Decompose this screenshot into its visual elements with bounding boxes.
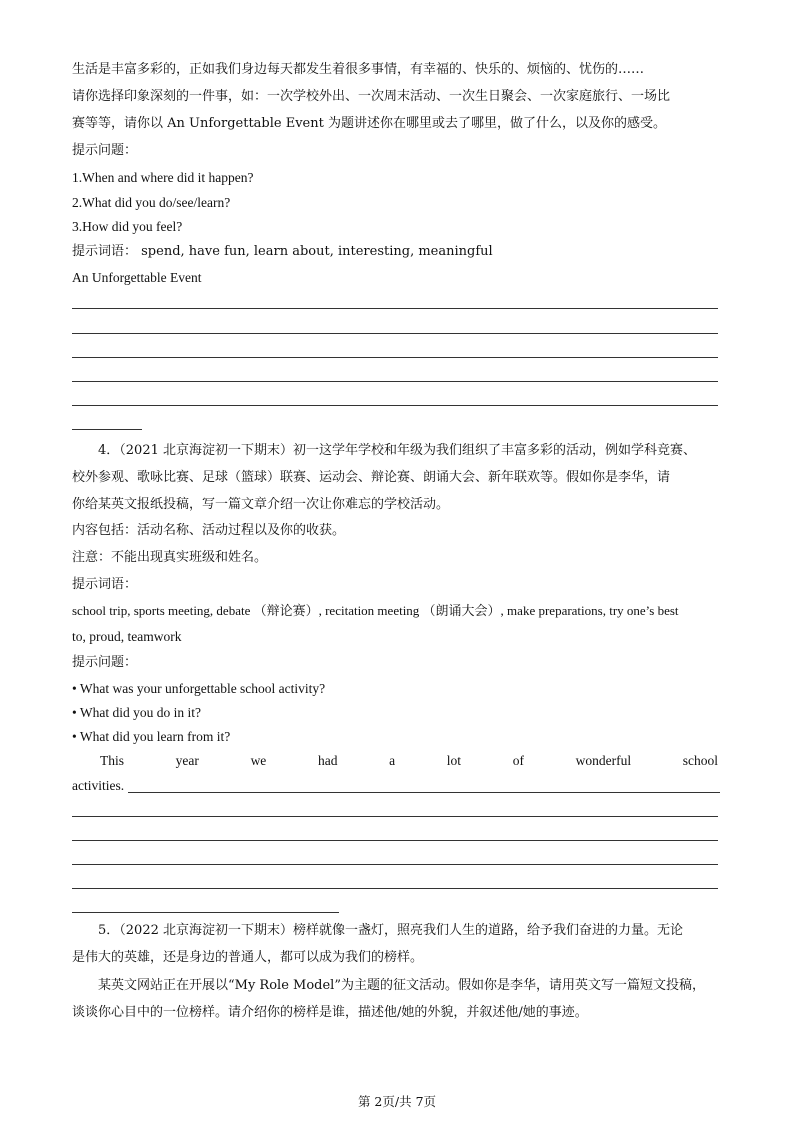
- s5-line-2: 是伟大的英雄，还是身边的普通人，都可以成为我们的榜样。: [72, 950, 424, 965]
- s3-questions-label: 提示问题：: [72, 143, 138, 158]
- start-word: This: [100, 753, 125, 768]
- answer-line: [72, 405, 718, 406]
- answer-line: [128, 792, 720, 793]
- start-word: year: [175, 753, 199, 768]
- answer-line: [72, 357, 718, 358]
- start-word: had: [317, 753, 338, 768]
- start-word: we: [250, 753, 267, 768]
- s4-question-2: • What did you do in it?: [72, 705, 201, 720]
- s4-line-1: 4．（2021 北京海淀初一下期末）初一这学年学校和年级为我们组织了丰富多彩的活动，例如学科竞赛、: [98, 443, 696, 458]
- start-word: wonderful: [575, 753, 632, 768]
- s5-line-4: 谈谈你心目中的一位榜样。请介绍你的榜样是谁，描述他/她的外貌，并叙述他/她的事迹。: [72, 1005, 588, 1020]
- answer-line: [72, 816, 718, 817]
- page-number: 第 2页/共 7页: [357, 1094, 437, 1109]
- s4-keywords-line-1: school trip, sports meeting, debate （辩论赛）, recitation meeting （朗诵大会）, make preparations, try one’s best: [72, 603, 679, 618]
- start-word: a: [389, 753, 396, 768]
- answer-line: [72, 308, 718, 309]
- s3-question-1: 1.When and where did it happen?: [72, 170, 254, 185]
- answer-line: [72, 333, 718, 334]
- s4-content-requirements: 内容包括：活动名称、活动过程以及你的收获。: [72, 523, 346, 538]
- s4-questions-label: 提示问题：: [72, 655, 138, 670]
- start-word: school: [682, 753, 718, 768]
- start-word: lot: [446, 753, 462, 768]
- s4-start-line-2: activities.: [72, 778, 125, 793]
- s3-intro-line-1: 生活是丰富多彩的，正如我们身边每天都发生着很多事情，有幸福的、快乐的、烦恼的、忧伤的……: [72, 62, 645, 77]
- s4-keywords-line-2: to, proud, teamwork: [72, 629, 182, 644]
- answer-line-short: [72, 912, 339, 913]
- answer-line-short: [72, 429, 142, 430]
- s3-essay-title: An Unforgettable Event: [72, 270, 202, 285]
- answer-line: [72, 381, 718, 382]
- s4-line-2: 校外参观、歌咏比赛、足球（篮球）联赛、运动会、辩论赛、朗诵大会、新年联欢等。假如你是李华，请: [72, 470, 671, 485]
- s5-line-3: 某英文网站正在开展以“My Role Model”为主题的征文活动。假如你是李华，请用英文写一篇短文投稿，: [98, 978, 705, 993]
- s3-question-3: 3.How did you feel?: [72, 219, 183, 234]
- s4-question-1: • What was your unforgettable school activity?: [72, 681, 326, 696]
- s5-line-1: 5．（2022 北京海淀初一下期末）榜样就像一盏灯，照亮我们人生的道路，给予我们奋进的力量。无论: [98, 923, 683, 938]
- start-word: of: [512, 753, 524, 768]
- s3-keywords: 提示词语： spend, have fun, learn about, interesting, meaningful: [72, 244, 493, 259]
- answer-line: [72, 840, 718, 841]
- s4-note: 注意：不能出现真实班级和姓名。: [72, 550, 268, 565]
- s4-question-3: • What did you learn from it?: [72, 729, 231, 744]
- s4-line-3: 你给某英文报纸投稿，写一篇文章介绍一次让你难忘的学校活动。: [72, 497, 450, 512]
- s3-intro-line-2: 请你选择印象深刻的一件事，如：一次学校外出、一次周末活动、一次生日聚会、一次家庭旅行、一场比: [72, 89, 671, 104]
- s3-question-2: 2.What did you do/see/learn?: [72, 195, 231, 210]
- s4-keywords-label: 提示词语：: [72, 577, 138, 592]
- answer-line: [72, 888, 718, 889]
- s4-start-sentence: [72, 753, 718, 769]
- s3-intro-line-3: 赛等等，请你以 An Unforgettable Event 为题讲述你在哪里或去了哪里，做了什么，以及你的感受。: [72, 116, 666, 131]
- answer-line: [72, 864, 718, 865]
